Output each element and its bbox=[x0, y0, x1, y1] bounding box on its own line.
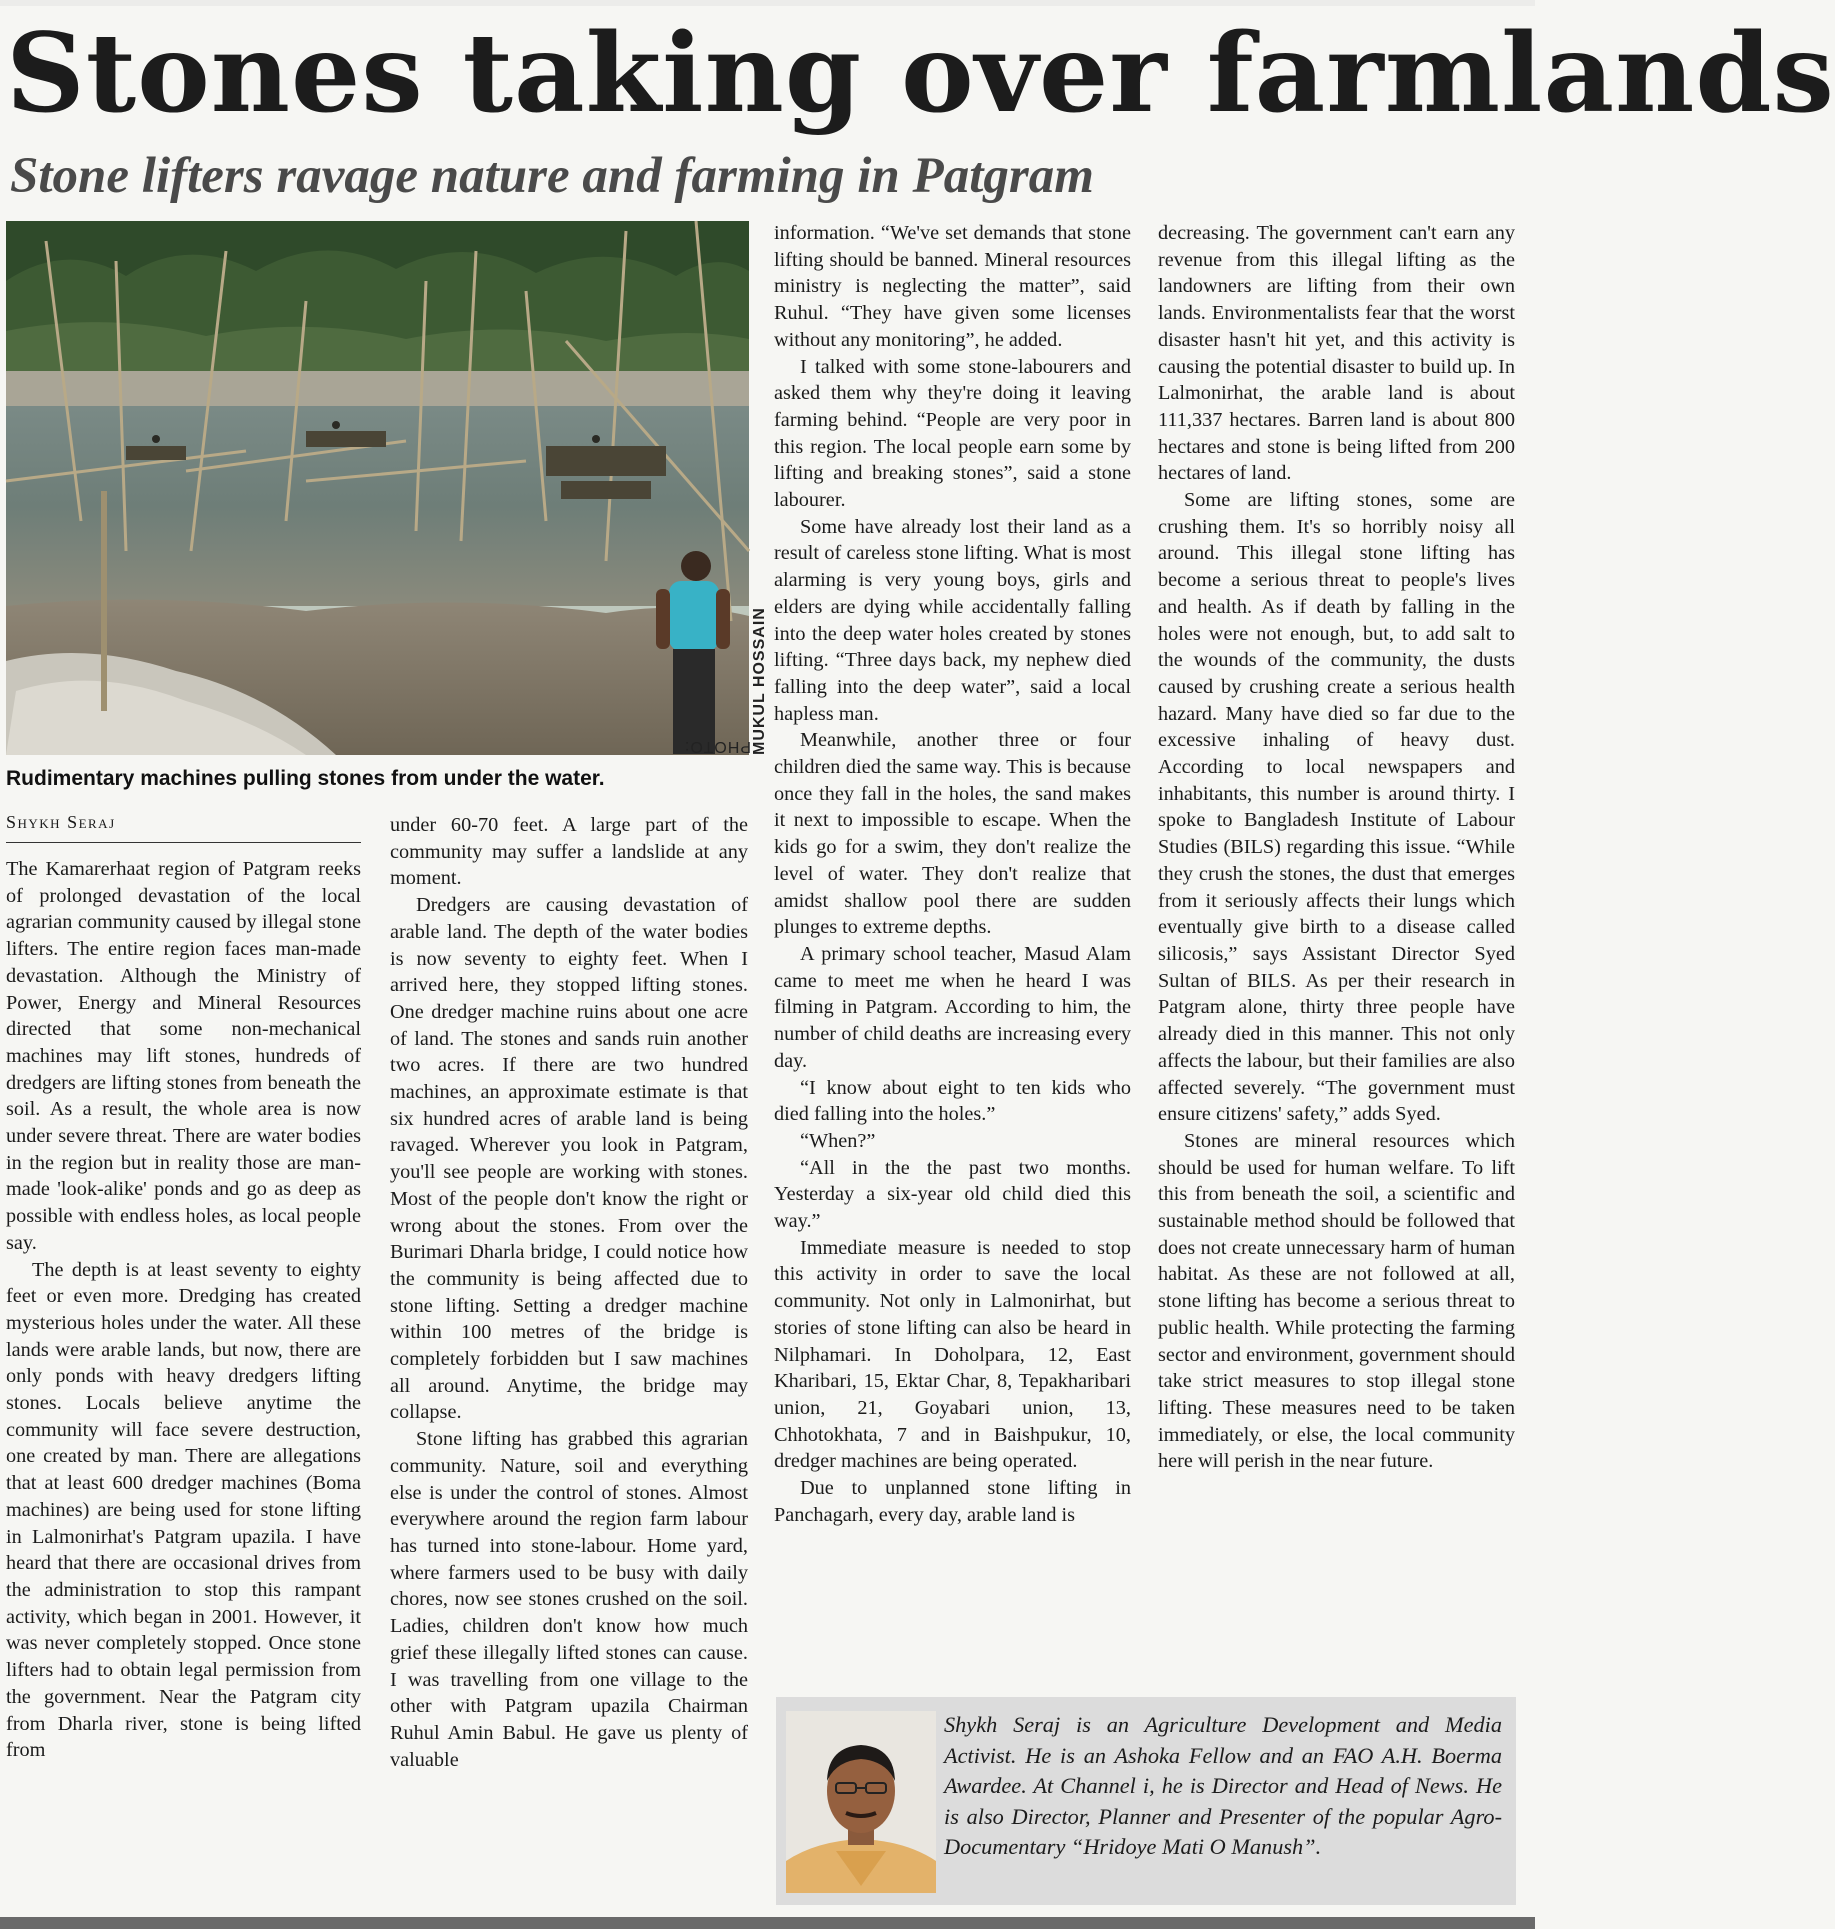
paragraph: Some are lifting stones, some are crushing them. It's so horribly noisy all around. This illegal stone lifting has become a serious threat to people's lives and health. As if death by falling in the holes were not enough, but, to add salt to the wounds of the community, the dusts caused by crushing create a serious health hazard. Many have died so far due to the excessive inhaling of heavy dust. According to local newspapers and inhabitants, this number is around thirty. I spoke to Bangladesh Institute of Labour Studies (BILS) regarding this issue. “While they crush the stones, the dust that emerges from it seriously affects their lungs which eventually give birth to a disease called silicosis,” says Assistant Director Syed Sultan of BILS. As per their research in Patgram alone, thirty three people have already died in this manner. This not only affects the labour, but their families are also affected severely. “The government must ensure citizens' safety,” adds Syed. bbox=[1158, 489, 1515, 1126]
paragraph: Due to unplanned stone lifting in Panchagarh, every day, arable land is bbox=[774, 1477, 1131, 1526]
paragraph: The Kamarerhaat region of Patgram reeks of prolonged devastation of the local agrarian community caused by illegal stone lifters. The entire region faces man-made devastation. Although the Ministry of Power, Energy and Mineral Resources directed that some non-mechanical machines may lift stones, hundreds of dredgers are lifting stones from beneath the soil. As a result, the whole area is now under severe threat. There are water bodies in the region but in reality those are man-made 'look-alike' ponds and go as deep as possible with endless holes, as local people say. bbox=[6, 858, 361, 1254]
author-bio-box bbox=[776, 1697, 1516, 1905]
photo-credit-name: MUKUL HOSSAIN bbox=[751, 607, 768, 755]
author-portrait-image bbox=[786, 1711, 936, 1893]
article-column-4 bbox=[1158, 220, 1515, 1475]
byline: Shykh Seraj bbox=[6, 812, 361, 843]
paragraph: “All in the the past two months. Yesterday a six-year old child died this way.” bbox=[774, 1156, 1131, 1233]
paragraph: Stones are mineral resources which should be used for human welfare. To lift this from beneath the soil, a scientific and sustainable method should be followed that does not create unnecessary harm of human habitat. As these are not followed at all, stone lifting has become a serious threat to public health. While protecting the farming sector and environment, government should take strict measures to stop illegal stone lifting. These measures need to be taken immediately, or else, the local community here will perish in the near future. bbox=[1158, 1129, 1515, 1473]
paragraph: Some have already lost their land as a result of careless stone lifting. What is most alarming is very young boys, girls and elders are dying while accidentally falling into the deep water holes created by stones lifting. “Three days back, my nephew died falling into the deep water”, said a local hapless man. bbox=[774, 515, 1131, 725]
article-photo bbox=[6, 221, 749, 755]
paragraph: under 60-70 feet. A large part of the community may suffer a landslide at any moment. bbox=[390, 814, 748, 890]
top-edge-strip bbox=[0, 0, 1535, 6]
author-bio-text: Shykh Seraj is an Agriculture Development and Media Activist. He is an Ashoka Fellow and an FAO A.H. Boerma Awardee. At Channel i, he is Director and Head of News. He is also Director, Planner and Presenter of the popular Agro-Documentary “Hridoye Mati O Manush”. bbox=[944, 1712, 1502, 1859]
paragraph: A primary school teacher, Masud Alam came to meet me when he heard I was filming in Patgram. According to him, the number of child deaths are increasing every day. bbox=[774, 942, 1131, 1072]
paragraph: “When?” bbox=[800, 1129, 876, 1152]
stone-lifting-scene-image bbox=[6, 221, 749, 755]
article-column-2 bbox=[390, 812, 748, 1773]
article-column-3 bbox=[774, 220, 1131, 1528]
paragraph: I talked with some stone-labourers and asked them why they're doing it leaving farming behind. “People are very poor in this region. The local people earn some by lifting and breaking stones”, said a stone labourer. bbox=[774, 355, 1131, 512]
paragraph: Meanwhile, another three or four children died the same way. This is because once they fall in the holes, the sand makes it next to impossible to escape. When the kids go for a swim, they don't realize the level of water. They don't realize that amidst shallow pool there are sudden plunges to extreme depths. bbox=[774, 729, 1131, 939]
subheadline: Stone lifters ravage nature and farming in Patgram bbox=[10, 148, 1094, 204]
headline: Stones taking over farmlands bbox=[6, 9, 1835, 137]
paragraph: The depth is at least seventy to eighty feet or even more. Dredging has created mysterious holes under the water. All these lands were arable lands, but now, there are only ponds with heavy dredgers lifting stones. Locals believe anytime the community will face severe destruction, one created by man. There are allegations that at least 600 dredger machines (Boma machines) are being used for stone lifting in Lalmonirhat's Patgram upazila. I have heard that there are occasional drives from the administration to stop this rampant activity, which began in 2001. However, it was never completely stopped. Once stone lifters had to obtain legal permission from the government. Near the Patgram city from Dharla river, stone is being lifted from bbox=[6, 1258, 361, 1762]
paragraph: Stone lifting has grabbed this agrarian community. Nature, soil and everything else is under the control of stones. Almost everywhere around the region farm labour has turned into stone-labour. Home yard, where farmers used to be busy with daily chores, now see stones crushed on the soil. Ladies, children don't know how much grief these illegally lifted stones can cause. I was travelling from one village to the other with Patgram upazila Chairman Ruhul Amin Babul. He gave us plenty of valuable bbox=[390, 1428, 748, 1771]
bottom-border bbox=[0, 1917, 1535, 1929]
photo-credit-prefix: PHOTO: bbox=[683, 738, 751, 755]
paragraph: decreasing. The government can't earn any revenue from this illegal lifting as the landowners are lifting from their own lands. Environmentalists fear that the worst disaster hasn't hit yet, and this activity is causing the potential disaster to build up. In Lalmonirhat, the arable land is about 111,337 hectares. Barren land is about 800 hectares and stone is being lifted from 200 hectares of land. bbox=[1158, 222, 1515, 485]
paragraph: Dredgers are causing devastation of arable land. The depth of the water bodies is now seventy to eighty feet. When I arrived here, they stopped lifting stones. One dredger machine ruins about one acre of land. The stones and sands ruin another two acres. If there are two hundred machines, an approximate estimate is that six hundred acres of arable land is being ravaged. Wherever you look in Patgram, you'll see people are working with stones. Most of the people don't know the right or wrong about the stones. From over the Burimari Dharla bridge, I could notice how the community is being affected due to stone lifting. Setting a dredger machine within 100 metres of the bridge is completely forbidden but I saw machines all around. Anytime, the bridge may collapse. bbox=[390, 894, 748, 1424]
author-photo bbox=[786, 1711, 936, 1893]
article-column-1 bbox=[6, 856, 361, 1764]
photo-caption: Rudimentary machines pulling stones from under the water. bbox=[6, 767, 605, 790]
paragraph: information. “We've set demands that stone lifting should be banned. Mineral resources ministry is neglecting the matter”, said Ruhul. “They have given some licenses without any monitoring”, he added. bbox=[774, 222, 1131, 351]
paragraph: “I know about eight to ten kids who died falling into the holes.” bbox=[774, 1076, 1131, 1126]
paragraph: Immediate measure is needed to stop this activity in order to save the local community. Not only in Lalmonirhat, but stories of stone lifting can also be heard in Nilphamari. In Doholpara, 12, East Kharibari, 15, Ektar Char, 8, Tepakharibari union, 21, Goyabari union, 13, Chhotokhata, 7 and in Baishpukur, 10, dredger machines are being operated. bbox=[774, 1236, 1131, 1473]
